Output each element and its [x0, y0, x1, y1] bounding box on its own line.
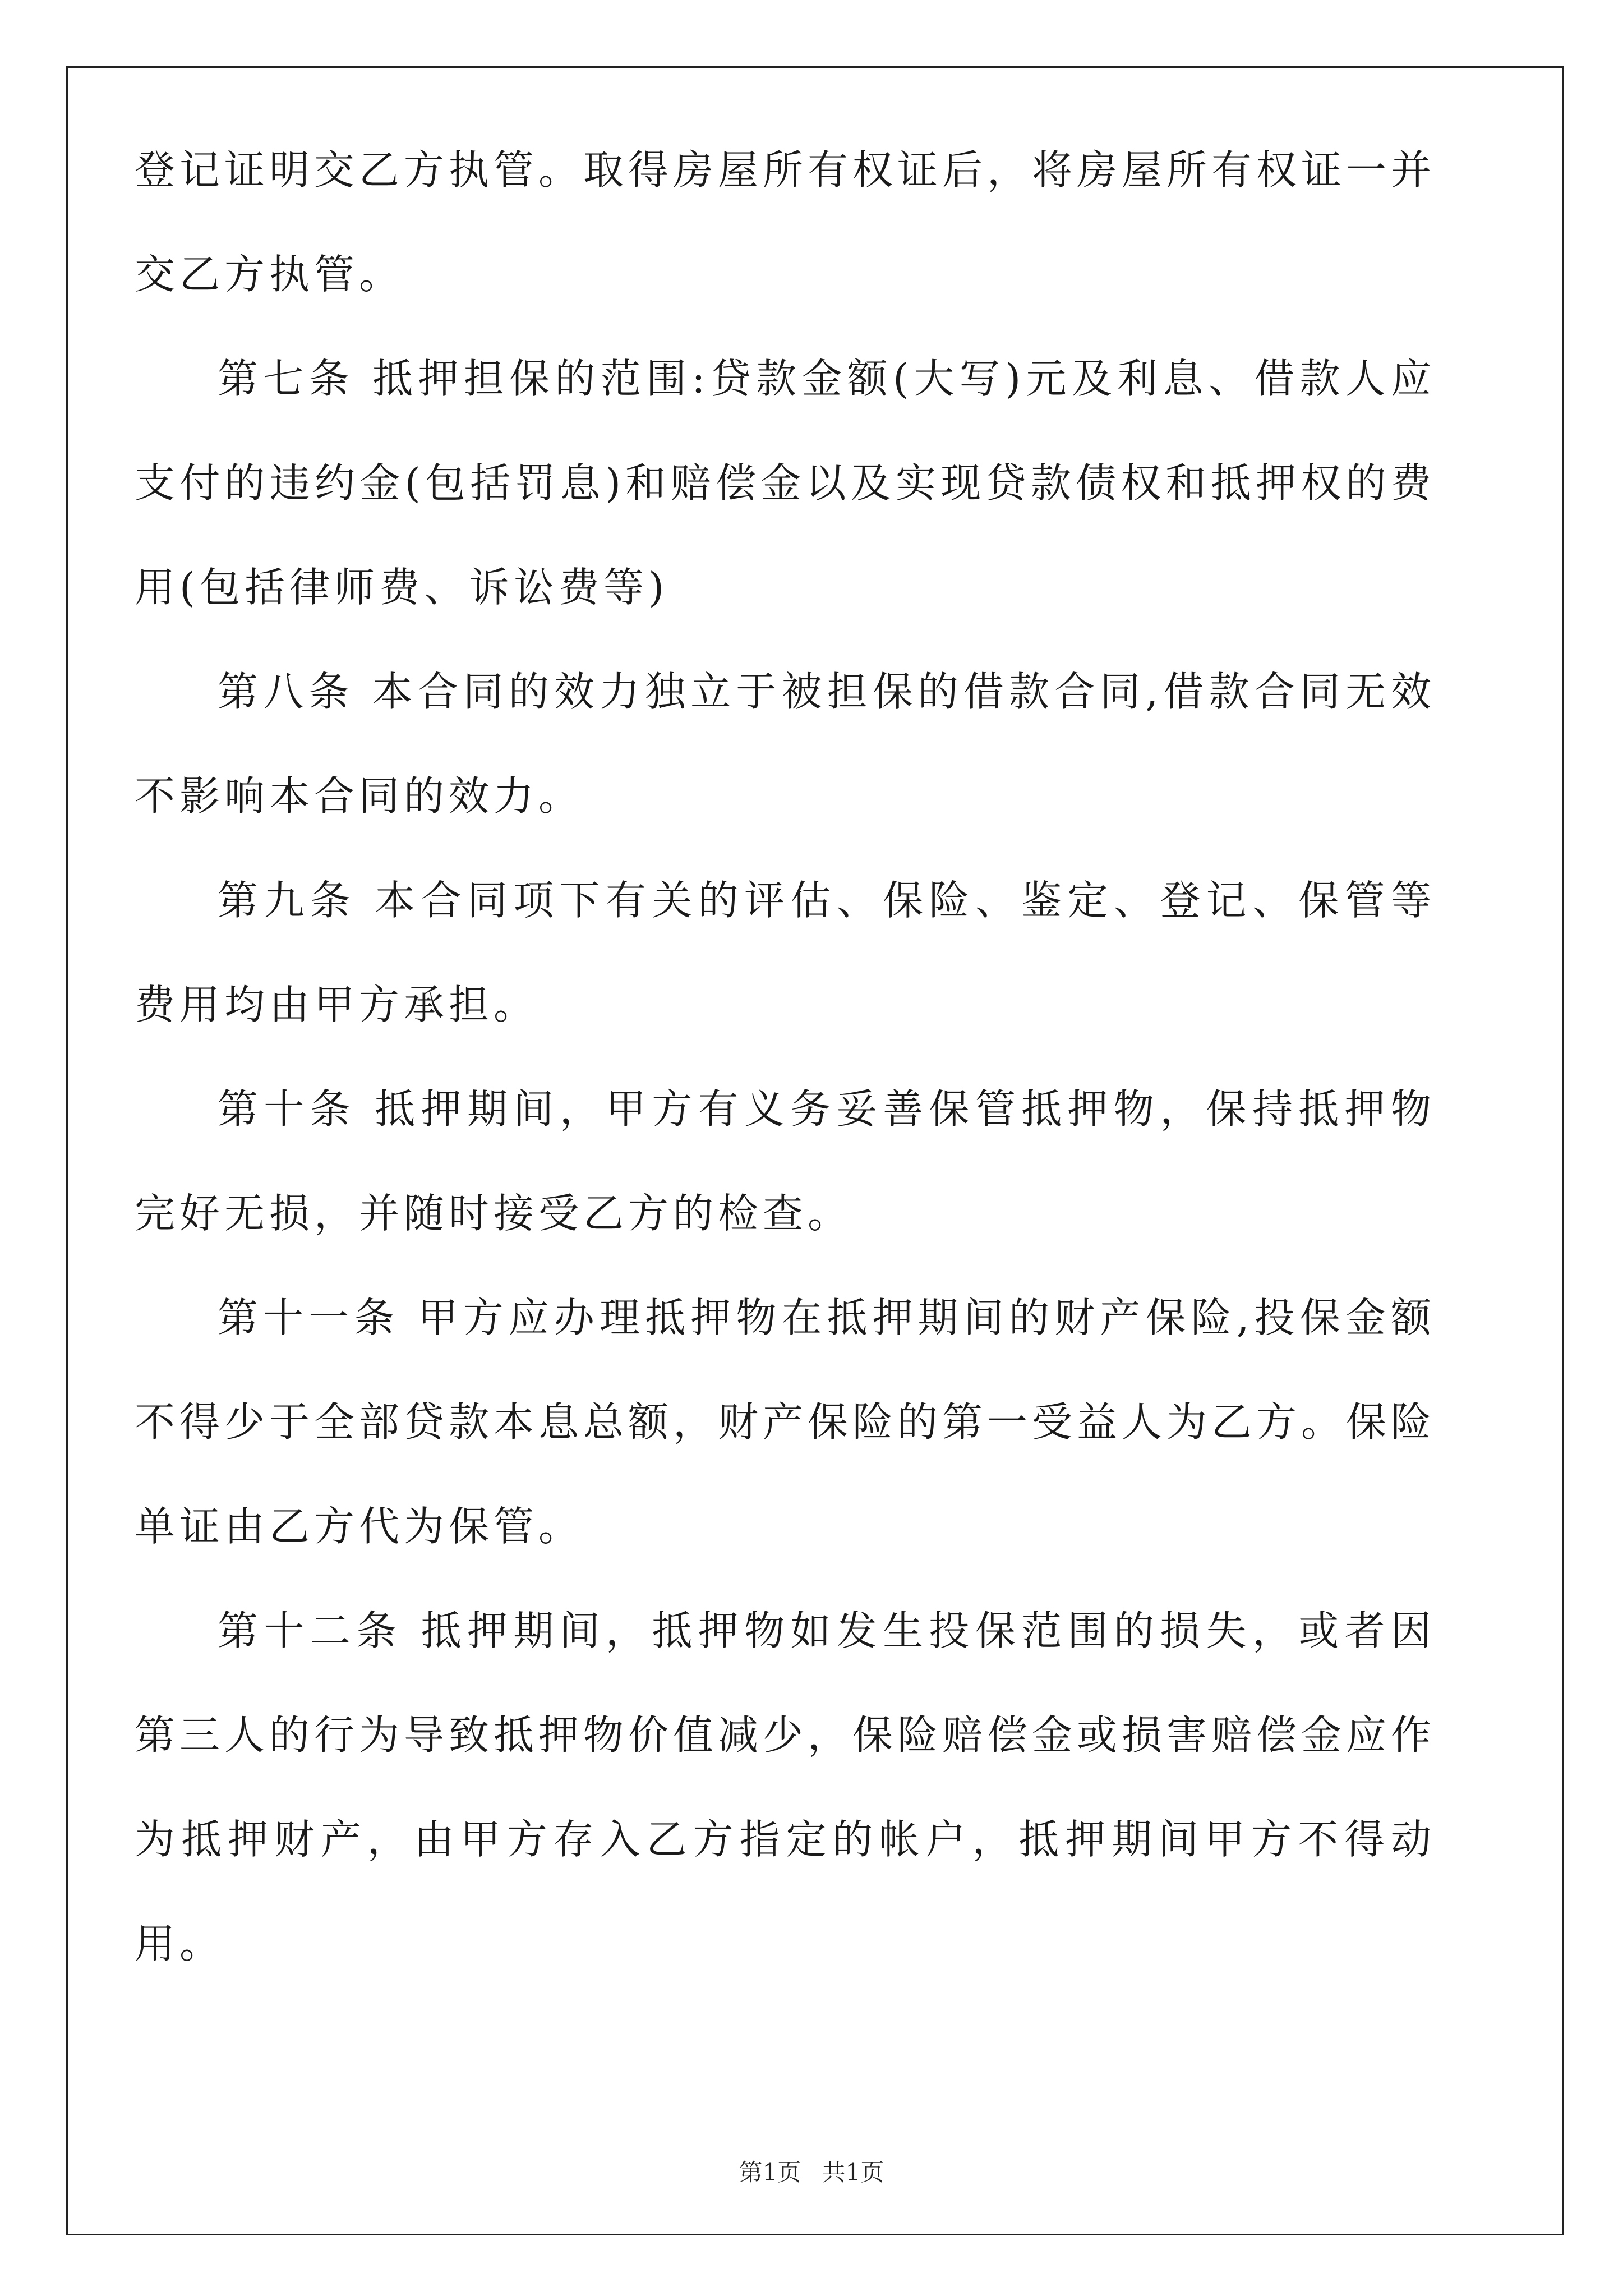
document-body: [135, 118, 1436, 1996]
paragraph-continued: 登记证明交乙方执管。取得房屋所有权证后，将房屋所有权证一并交乙方执管。: [135, 146, 1436, 298]
page-number-current: 第1页: [739, 2159, 801, 2186]
article-11-paragraph: 第十一条 甲方应办理抵押物在抵押期间的财产保险,投保金额不得少于全部贷款本息总额，财产保险的第一受益人为乙方。保险单证由乙方代为保管。: [135, 1294, 1436, 1550]
article-9-paragraph: 第九条 本合同项下有关的评估、保险、鉴定、登记、保管等费用均由甲方承担。: [135, 877, 1436, 1028]
article-12-paragraph: 第十二条 抵押期间，抵押物如发生投保范围的损失，或者因第三人的行为导致抵押物价值减少，保险赔偿金或损害赔偿金应作为抵押财产，由甲方存入乙方指定的帐户，抵押期间甲方不得动用。: [135, 1607, 1436, 1967]
article-7-paragraph: 第七条 抵押担保的范围:贷款金额(大写)元及利息、借款人应支付的违约金(包括罚息)和赔偿金以及实现贷款债权和抵押权的费用(包括律师费、诉讼费等): [135, 355, 1436, 611]
page-number-total: 共1页: [822, 2159, 884, 2186]
article-10-paragraph: 第十条 抵押期间，甲方有义务妥善保管抵押物，保持抵押物完好无损，并随时接受乙方的检查。: [135, 1085, 1436, 1237]
article-8-paragraph: 第八条 本合同的效力独立于被担保的借款合同,借款合同无效不影响本合同的效力。: [135, 668, 1436, 820]
page-footer: [0, 2154, 1623, 2188]
